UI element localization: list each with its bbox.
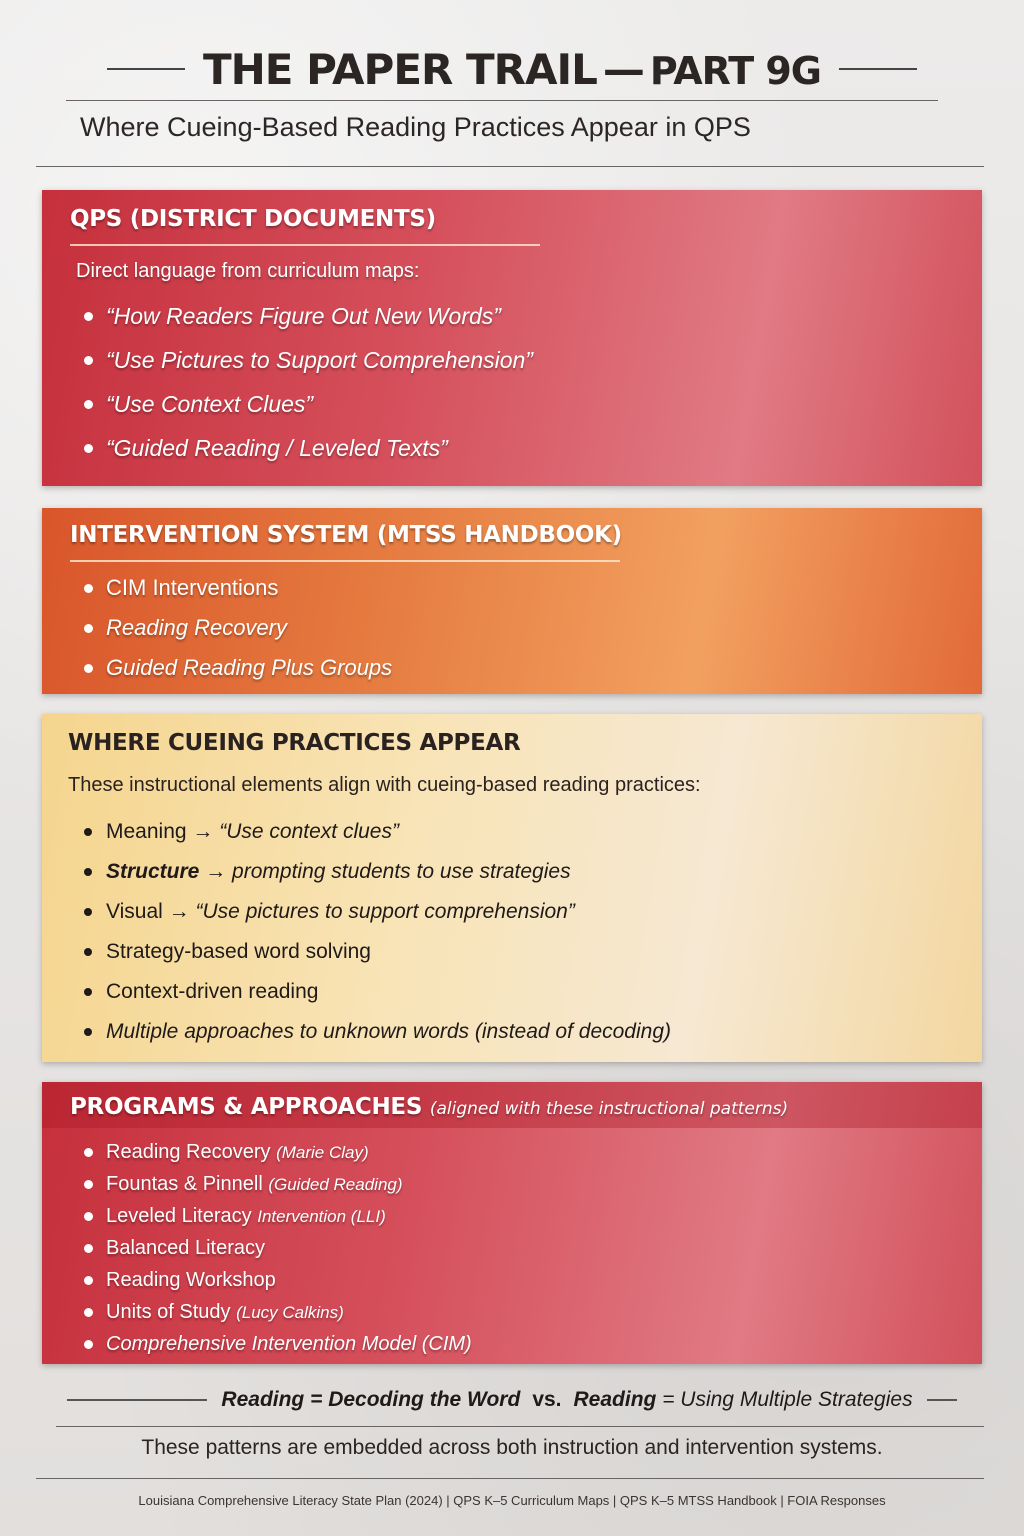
bullet-icon bbox=[84, 1340, 93, 1349]
bullet-icon bbox=[84, 1148, 93, 1157]
bullet-icon bbox=[84, 312, 93, 321]
bullet-icon bbox=[84, 624, 93, 633]
header-divider-bottom bbox=[36, 166, 984, 167]
program-note: (Lucy Calkins) bbox=[236, 1303, 344, 1322]
list-item bbox=[78, 568, 392, 608]
footer-divider-top bbox=[56, 1426, 984, 1427]
district-intro: Direct language from curriculum maps: bbox=[76, 260, 420, 282]
list-item bbox=[78, 608, 392, 648]
bullet-icon bbox=[84, 1276, 93, 1285]
page-title bbox=[203, 45, 821, 94]
list-item bbox=[78, 382, 533, 426]
list-item bbox=[78, 1136, 472, 1168]
program-note: Intervention (LLI) bbox=[257, 1207, 386, 1226]
cueing-item-lead: Structure bbox=[106, 860, 200, 883]
list-item bbox=[78, 294, 533, 338]
bullet-icon bbox=[84, 828, 92, 836]
bullet-icon bbox=[84, 1180, 93, 1189]
intervention-item-text: Guided Reading Plus Groups bbox=[106, 655, 393, 680]
comparison-right-rest: = Using Multiple Strategies bbox=[662, 1388, 913, 1411]
bullet-icon bbox=[84, 664, 93, 673]
bullet-icon bbox=[84, 356, 93, 365]
program-name: Balanced Literacy bbox=[106, 1237, 265, 1259]
program-note: (Guided Reading) bbox=[268, 1175, 403, 1194]
comparison-vs: vs. bbox=[532, 1388, 562, 1411]
title-part: PART 9G bbox=[649, 48, 821, 93]
footer-divider-bottom bbox=[36, 1478, 984, 1479]
programs-heading bbox=[70, 1094, 788, 1120]
program-name: Reading Recovery bbox=[106, 1141, 271, 1163]
bullet-icon bbox=[84, 1244, 93, 1253]
cueing-list bbox=[78, 812, 671, 1052]
bullet-icon bbox=[84, 1212, 93, 1221]
program-note: (Marie Clay) bbox=[276, 1143, 369, 1162]
list-item bbox=[78, 972, 671, 1012]
list-item bbox=[78, 892, 671, 932]
intervention-item-text: Reading Recovery bbox=[106, 615, 287, 640]
comparison-text bbox=[221, 1388, 912, 1412]
district-list bbox=[78, 294, 533, 470]
program-name: Fountas & Pinnell bbox=[106, 1173, 263, 1195]
comparison-left: Reading = Decoding the Word bbox=[221, 1388, 521, 1411]
list-item bbox=[78, 338, 533, 382]
list-item bbox=[78, 1012, 671, 1052]
cueing-item-text: Context-driven reading bbox=[106, 980, 319, 1003]
district-item-text: “How Readers Figure Out New Words” bbox=[106, 303, 501, 329]
comparison-rule-right bbox=[927, 1399, 957, 1401]
title-rule-left bbox=[107, 68, 185, 70]
bullet-icon bbox=[84, 988, 92, 996]
bullet-icon bbox=[84, 444, 93, 453]
cueing-heading: WHERE CUEING PRACTICES APPEAR bbox=[68, 730, 521, 756]
list-item bbox=[78, 1264, 472, 1296]
arrow-icon: → bbox=[192, 820, 214, 843]
list-item bbox=[78, 1232, 472, 1264]
intervention-system-panel bbox=[42, 508, 982, 694]
cueing-item-rest: prompting students to use strategies bbox=[232, 860, 571, 883]
cueing-item-rest: “Use context clues” bbox=[219, 820, 399, 843]
programs-list bbox=[78, 1136, 472, 1360]
title-rule-right bbox=[839, 68, 917, 70]
bullet-icon bbox=[84, 908, 92, 916]
list-item bbox=[78, 426, 533, 470]
bullet-icon bbox=[84, 868, 92, 876]
cueing-practices-panel bbox=[42, 714, 982, 1062]
district-item-text: “Use Context Clues” bbox=[106, 391, 314, 417]
list-item bbox=[78, 648, 392, 688]
district-heading: QPS (DISTRICT DOCUMENTS) bbox=[70, 206, 436, 232]
intervention-list bbox=[78, 568, 392, 688]
cueing-item-text: Multiple approaches to unknown words (instead of decoding) bbox=[106, 1020, 672, 1043]
district-documents-panel bbox=[42, 190, 982, 486]
title-dash: — bbox=[602, 44, 644, 94]
intervention-heading-underline bbox=[70, 560, 620, 562]
sources-line: Louisiana Comprehensive Literacy State Plan (2024) | QPS K–5 Curriculum Maps | QPS K–5 MTSS Handbook | FOIA Responses bbox=[138, 1493, 886, 1508]
cueing-item-lead: Visual bbox=[106, 900, 163, 923]
bullet-icon bbox=[84, 1028, 92, 1036]
arrow-icon: → bbox=[205, 860, 227, 883]
programs-approaches-panel bbox=[42, 1082, 982, 1364]
comparison-right-bold: Reading bbox=[573, 1388, 657, 1411]
header-divider-top bbox=[66, 100, 938, 101]
bullet-icon bbox=[84, 584, 93, 593]
title-main: THE PAPER TRAIL bbox=[203, 44, 597, 94]
cueing-item-text: Strategy-based word solving bbox=[106, 940, 371, 963]
program-name: Units of Study bbox=[106, 1301, 231, 1323]
list-item bbox=[78, 1200, 472, 1232]
cueing-intro: These instructional elements align with cueing-based reading practices: bbox=[68, 774, 701, 796]
list-item bbox=[78, 812, 671, 852]
page-subtitle: Where Cueing-Based Reading Practices Appear in QPS bbox=[80, 112, 751, 142]
bullet-icon bbox=[84, 400, 93, 409]
district-item-text: “Guided Reading / Leveled Texts” bbox=[106, 435, 448, 461]
programs-heading-note: (aligned with these instructional patterns) bbox=[429, 1099, 789, 1119]
programs-heading-text: PROGRAMS & APPROACHES bbox=[70, 1094, 423, 1120]
list-item bbox=[78, 852, 671, 892]
program-name: Leveled Literacy bbox=[106, 1205, 252, 1227]
cueing-item-lead: Meaning bbox=[106, 820, 187, 843]
list-item bbox=[78, 1296, 472, 1328]
list-item bbox=[78, 1328, 472, 1360]
cueing-item-rest: “Use pictures to support comprehension” bbox=[195, 900, 575, 923]
program-name: Comprehensive Intervention Model (CIM) bbox=[106, 1333, 472, 1355]
list-item bbox=[78, 932, 671, 972]
district-heading-underline bbox=[70, 244, 540, 246]
list-item bbox=[78, 1168, 472, 1200]
intervention-item-text: CIM Interventions bbox=[106, 575, 279, 600]
program-name: Reading Workshop bbox=[106, 1269, 276, 1291]
title-row bbox=[0, 36, 1024, 102]
bullet-icon bbox=[84, 948, 92, 956]
district-item-text: “Use Pictures to Support Comprehension” bbox=[106, 347, 533, 373]
footnote: These patterns are embedded across both instruction and intervention systems. bbox=[141, 1436, 883, 1459]
comparison-rule-left bbox=[67, 1399, 207, 1401]
intervention-heading: INTERVENTION SYSTEM (MTSS HANDBOOK) bbox=[70, 522, 622, 548]
comparison-row bbox=[0, 1380, 1024, 1420]
arrow-icon: → bbox=[168, 900, 190, 923]
bullet-icon bbox=[84, 1308, 93, 1317]
